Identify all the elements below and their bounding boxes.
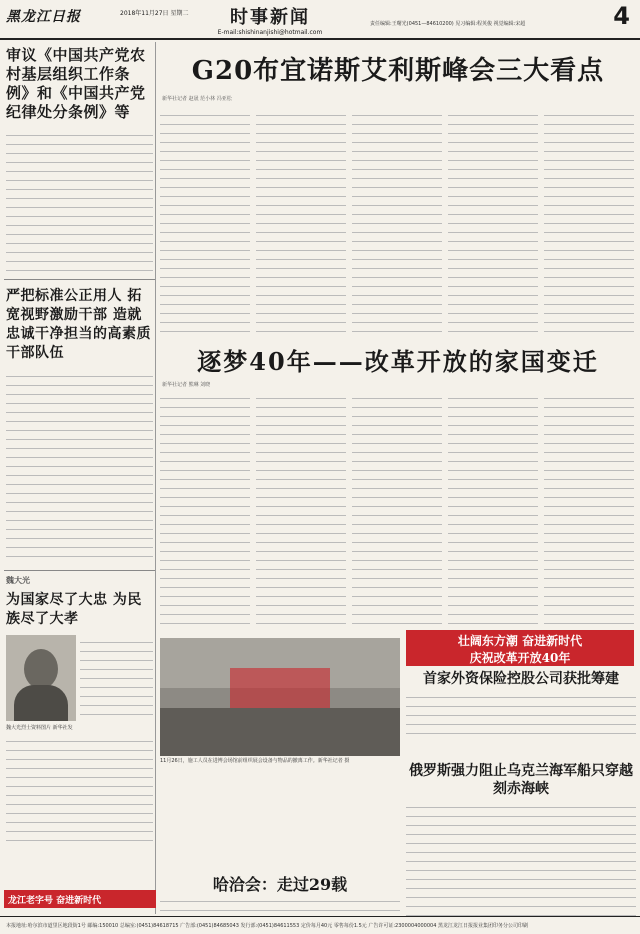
section-header — [210, 3, 330, 36]
ad-banner[interactable]: 龙江老字号 奋进新时代 — [4, 890, 156, 908]
section-email: E-mail:shishinanjishi@hotmail.com — [217, 29, 323, 36]
banner-line-2: 庆祝改革开放40年 — [469, 651, 571, 665]
portrait-head — [24, 649, 58, 689]
masthead — [0, 0, 640, 40]
divider — [4, 570, 155, 571]
headline-harbin-fair[interactable]: 哈洽会：走过29载 — [212, 875, 348, 894]
martyr-portrait — [6, 635, 76, 721]
byline-wei: 魏大光 — [6, 576, 30, 585]
left-column — [4, 42, 156, 914]
anniversary-banner — [406, 630, 634, 666]
article-body-2 — [4, 367, 155, 567]
headline-reform-40[interactable]: 逐梦40年——改革开放的家国变迁 — [197, 347, 599, 376]
byline-reform: 新华社记者 熊琳 刘晓 — [162, 382, 211, 388]
newspaper-logo: 黑龙江日报 — [6, 9, 81, 25]
photo-stage — [230, 668, 330, 708]
byline-g20: 新华社记者 赵晟 范小林 冯亚松 — [162, 96, 232, 102]
insurance-article — [406, 670, 636, 738]
issue-date: 2018年11月27日 星期二 — [120, 10, 189, 17]
headline-martyr-story[interactable]: 为国家尽了大忠 为民族尽了大孝 — [6, 592, 142, 627]
russia-article — [406, 762, 636, 920]
headline-g20[interactable]: G20布宜诺斯艾利斯峰会三大看点 — [191, 56, 605, 86]
article-body-g20 — [160, 102, 636, 342]
article-body-4 — [4, 732, 155, 842]
headline-russia[interactable]: 俄罗斯强力阻止乌克兰海军船只穿越刻赤海峡 — [409, 763, 633, 797]
divider — [4, 279, 155, 280]
portrait-body — [14, 685, 68, 721]
article-body-reform — [160, 387, 636, 632]
article-body-1 — [4, 126, 155, 276]
editor-credits: 责任编辑:王曙光(0451—84610200) 见习编辑:程英俊 视觉编辑:宋超 — [370, 21, 526, 27]
news-photo — [160, 638, 400, 756]
headline-cadre-selection[interactable]: 严把标准公正用人 拓宽视野激励干部 造就忠诚干净担当的高素质干部队伍 — [6, 288, 151, 361]
article-body-3 — [78, 633, 155, 719]
section-title: 时事新闻 — [230, 7, 310, 28]
photo-caption: 11月26日，施工人员在进博会场馆前组织展会设备与物品的撤离工作。新华社记者 摄 — [160, 758, 350, 764]
portrait-caption: 魏大光烈士资料图片 新华社发 — [6, 725, 73, 731]
headline-party-regulations[interactable]: 审议《中国共产党农村基层组织工作条例》和《中国共产党纪律处分条例》等 — [6, 46, 146, 121]
main-column — [160, 42, 636, 914]
page-number: 4 — [613, 2, 630, 30]
page-footer: 本报地址:哈尔滨市道里区地段街1号 邮编:150010 总编室:(0451)84618715 广告部:(0451)84685043 发行部:(0451)84611553 定价每月40元 零售每份1.5元 广告许可证:2300004000004 黑龙江龙江日报报业集团印务分公司印刷 — [0, 916, 640, 934]
headline-insurance[interactable]: 首家外资保险控股公司获批筹建 — [423, 671, 619, 687]
photo-crowd — [160, 708, 400, 756]
banner-line-1: 壮阔东方潮 奋进新时代 — [457, 634, 583, 648]
